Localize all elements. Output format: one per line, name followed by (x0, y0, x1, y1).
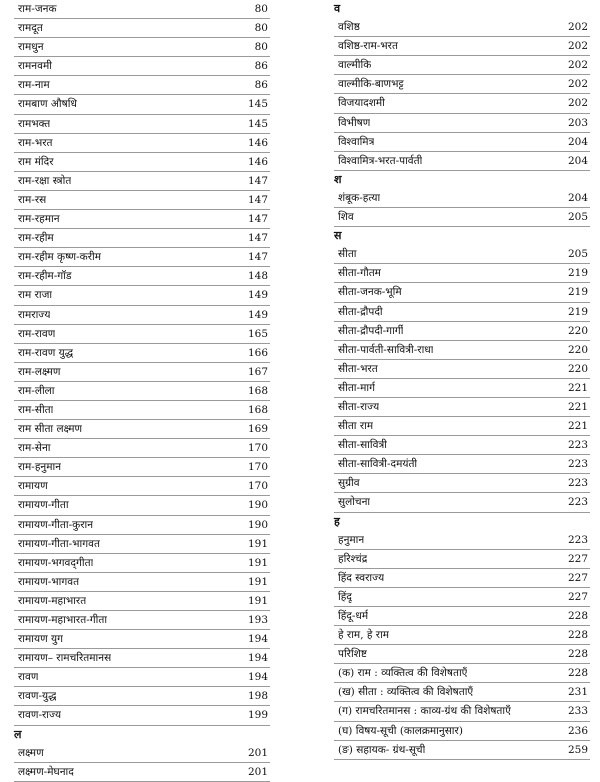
index-entry (334, 75, 590, 94)
entry-page-number: 146 (247, 155, 268, 168)
index-entry (14, 57, 270, 76)
index-column-right (334, 0, 590, 760)
entry-title: राम-रहीम कृष्ण-करीम (18, 251, 101, 264)
index-entry (14, 134, 270, 153)
index-entry (14, 382, 270, 401)
entry-title: राम-रावण (18, 327, 56, 340)
index-entry (14, 649, 270, 668)
entry-title: रामायण-गीता-कुरान (18, 518, 94, 531)
index-entry (334, 37, 590, 56)
entry-page-number: 205 (567, 211, 588, 224)
entry-page-number: 227 (567, 571, 588, 584)
index-entry (334, 607, 590, 626)
entry-page-number: 199 (247, 709, 268, 722)
entry-title: रावण-युद्ध (18, 690, 57, 703)
entry-title: राम-जनक (18, 3, 57, 15)
entry-page-number: 149 (247, 289, 268, 302)
index-entry (334, 664, 590, 683)
index-entry (14, 668, 270, 687)
index-entry (14, 420, 270, 439)
entry-title: लक्ष्मण (18, 746, 44, 759)
index-entry (14, 248, 270, 267)
entry-page-number: 194 (247, 633, 268, 646)
entry-page-number: 202 (567, 21, 588, 34)
entry-page-number: 80 (254, 3, 268, 15)
entry-page-number: 86 (254, 60, 268, 73)
entry-title: राम-रावण युद्ध (18, 346, 74, 359)
index-entry (334, 588, 590, 607)
entry-page-number: 228 (567, 648, 588, 661)
entry-title: राम-रस (18, 193, 47, 206)
entry-title: रामधुन (18, 41, 44, 54)
index-entry (14, 38, 270, 57)
entry-title: हिंदू (338, 590, 352, 603)
entry-page-number: 259 (567, 743, 588, 756)
index-entry (334, 741, 590, 760)
entry-page-number: 169 (247, 423, 268, 436)
index-entry (14, 363, 270, 382)
entry-title: लक्ष्मण-मेघनाद (18, 765, 74, 778)
entry-page-number: 168 (247, 384, 268, 397)
entry-title: रामायण युग (18, 633, 64, 646)
index-column-left (14, 0, 270, 782)
entry-title: राम-रहीम (18, 232, 54, 245)
entry-page-number: 167 (247, 365, 268, 378)
index-entry (14, 744, 270, 763)
entry-title: सीता राम (338, 420, 374, 433)
index-entry (14, 630, 270, 649)
index-entry (334, 436, 590, 455)
entry-page-number: 227 (567, 590, 588, 603)
index-entry (334, 626, 590, 645)
index-entry (334, 189, 590, 208)
entry-title: राम-लीला (18, 384, 55, 397)
entry-page-number: 220 (567, 362, 588, 375)
entry-page-number: 219 (567, 305, 588, 318)
index-entry (334, 550, 590, 569)
entry-page-number: 228 (567, 629, 588, 642)
index-entry (14, 191, 270, 210)
entry-title: परिशिष्ट (338, 648, 367, 661)
index-entry (334, 264, 590, 283)
index-entry (14, 76, 270, 95)
entry-title: (घ) विषय-सूची (कालक्रमानुसार) (338, 724, 463, 737)
index-entry (14, 267, 270, 286)
entry-title: रामायण-महाभारत (18, 594, 87, 607)
index-entry (334, 455, 590, 474)
index-entry (14, 19, 270, 38)
index-entry (14, 535, 270, 554)
entry-page-number: 202 (567, 97, 588, 110)
entry-title: सीता-द्रौपदी-गार्गी (338, 324, 404, 337)
section-letter: स (334, 229, 342, 243)
entry-page-number: 203 (567, 116, 588, 129)
entry-title: विजयादशमी (338, 97, 385, 110)
entry-page-number: 191 (247, 537, 268, 550)
entry-title: विश्वामित्र-भरत-पार्वती (338, 154, 423, 167)
entry-page-number: 227 (567, 552, 588, 565)
entry-title: (ग) रामचरितमानस : काव्य-ग्रंथ की विशेषताएँ (338, 705, 511, 718)
entry-title: रामायण (18, 480, 48, 493)
entry-page-number: 220 (567, 343, 588, 356)
entry-page-number: 191 (247, 575, 268, 588)
index-entry (14, 496, 270, 515)
index-entry (334, 645, 590, 664)
entry-title: राम-लक्ष्मण (18, 365, 61, 378)
index-entry (14, 306, 270, 325)
entry-title: राम-रक्षा स्त्रोत (18, 174, 72, 187)
index-entry (334, 56, 590, 75)
index-entry (334, 702, 590, 721)
entry-page-number: 165 (247, 327, 268, 340)
entry-title: रामराज्य (18, 308, 51, 321)
section-letter: श (334, 172, 342, 186)
index-entry (14, 401, 270, 420)
entry-page-number: 80 (254, 41, 268, 54)
index-entry (334, 208, 590, 227)
entry-page-number: 168 (247, 403, 268, 416)
entry-page-number: 219 (567, 286, 588, 299)
index-entry (14, 95, 270, 114)
entry-page-number: 170 (247, 480, 268, 493)
entry-page-number: 147 (247, 232, 268, 245)
entry-title: रामायण-गीता (18, 499, 69, 512)
index-entry (334, 94, 590, 113)
entry-title: राम सीता लक्ष्मण (18, 423, 83, 436)
index-entry (334, 341, 590, 360)
index-entry (14, 573, 270, 592)
entry-title: (क) राम : व्यक्तित्व की विशेषताएँ (338, 667, 468, 680)
entry-title: राम-सेना (18, 442, 51, 455)
index-entry (14, 325, 270, 344)
entry-title: वशिष्ठ (338, 21, 360, 34)
entry-page-number: 236 (567, 724, 588, 737)
index-entry (14, 611, 270, 630)
entry-page-number: 147 (247, 213, 268, 226)
entry-title: रामायण-गीता-भागवत (18, 537, 100, 550)
index-entry (14, 477, 270, 496)
entry-page-number: 223 (567, 458, 588, 471)
index-entry (14, 516, 270, 535)
entry-title: वाल्मीकि-बाणभट्ट (338, 78, 404, 91)
entry-page-number: 170 (247, 442, 268, 455)
entry-page-number: 147 (247, 193, 268, 206)
entry-title: सीता-सावित्री-दमयंती (338, 458, 418, 471)
entry-title: शंबूक-हत्या (338, 191, 381, 204)
entry-page-number: 146 (247, 136, 268, 149)
entry-page-number: 198 (247, 690, 268, 703)
entry-title: सुलोचना (338, 496, 371, 509)
entry-page-number: 193 (247, 614, 268, 626)
entry-page-number: 149 (247, 308, 268, 321)
entry-title: सीता-राज्य (338, 400, 380, 413)
index-entry (334, 379, 590, 398)
entry-title: रामायण– रामचरितमानस (18, 652, 112, 665)
entry-page-number: 223 (567, 533, 588, 546)
entry-page-number: 231 (567, 686, 588, 699)
entry-page-number: 205 (567, 248, 588, 261)
entry-title: रामभक्त (18, 117, 51, 130)
entry-page-number: 86 (254, 79, 268, 92)
entry-page-number: 221 (567, 400, 588, 413)
index-entry (14, 0, 270, 19)
index-entry (14, 439, 270, 458)
index-entry (14, 153, 270, 172)
entry-title: हिंद स्वराज्य (338, 571, 385, 584)
entry-page-number: 147 (247, 251, 268, 264)
index-entry (334, 303, 590, 322)
entry-title: हे राम, हे राम (338, 629, 390, 642)
entry-title: राम-हनुमान (18, 461, 62, 474)
index-entry (14, 458, 270, 477)
index-entry (334, 474, 590, 493)
entry-title: रामबाण औषधि (18, 98, 77, 111)
entry-page-number: 190 (247, 499, 268, 512)
entry-page-number: 223 (567, 496, 588, 509)
index-entry (334, 133, 590, 152)
entry-title: रामायण-भगवद्‌गीता (18, 556, 94, 569)
index-entry (334, 531, 590, 550)
entry-title: विभीषण (338, 116, 371, 129)
index-entry (14, 706, 270, 725)
index-entry (14, 172, 270, 191)
entry-title: रामदूत (18, 22, 43, 35)
index-entry (334, 283, 590, 302)
entry-page-number: 166 (247, 346, 268, 359)
entry-title: शिव (338, 211, 354, 224)
entry-page-number: 191 (247, 594, 268, 607)
entry-title: सीता-गौतम (338, 267, 381, 280)
index-entry (334, 417, 590, 436)
entry-page-number: 221 (567, 420, 588, 433)
entry-title: रावण-राज्य (18, 709, 62, 722)
entry-page-number: 228 (567, 667, 588, 680)
index-entry (334, 722, 590, 741)
entry-title: राम-सीता (18, 403, 54, 416)
entry-title: सीता-द्रौपदी (338, 305, 383, 318)
section-letter: व (334, 2, 341, 15)
entry-title: रामायण-भागवत (18, 575, 80, 588)
entry-page-number: 228 (567, 610, 588, 622)
index-entry (334, 493, 590, 512)
entry-title: सीता-मार्ग (338, 381, 375, 394)
entry-title: रामनवमी (18, 60, 52, 73)
entry-page-number: 204 (567, 154, 588, 167)
index-entry (334, 569, 590, 588)
entry-page-number: 233 (567, 705, 588, 718)
entry-title: सीता-जनक-भूमि (338, 286, 402, 299)
index-entry (14, 763, 270, 782)
section-letter: ल (14, 727, 22, 741)
entry-page-number: 190 (247, 518, 268, 531)
index-entry (14, 286, 270, 305)
entry-title: हिंदू-धर्म (338, 610, 369, 622)
index-entry (334, 360, 590, 379)
index-entry (14, 115, 270, 134)
entry-title: राम-रहमान (18, 213, 60, 226)
entry-title: राम मंदिर (18, 155, 54, 168)
entry-title: राम राजा (18, 289, 53, 302)
index-entry (334, 245, 590, 264)
entry-title: वशिष्ठ-राम-भरत (338, 40, 398, 53)
index-entry (334, 683, 590, 702)
entry-page-number: 194 (247, 652, 268, 665)
entry-title: वाल्मीकि (338, 59, 372, 72)
index-entry (334, 114, 590, 133)
index-entry (334, 322, 590, 341)
entry-title: सुग्रीव (338, 477, 360, 490)
index-entry (14, 229, 270, 248)
entry-title: सीता-पार्वती-सावित्री-राधा (338, 343, 434, 356)
entry-page-number: 202 (567, 59, 588, 72)
index-entry (334, 398, 590, 417)
entry-title: सीता-भरत (338, 362, 378, 375)
entry-page-number: 147 (247, 174, 268, 187)
entry-page-number: 145 (247, 117, 268, 130)
entry-page-number: 80 (254, 22, 268, 35)
index-entry (14, 687, 270, 706)
entry-page-number: 204 (567, 135, 588, 148)
entry-page-number: 191 (247, 556, 268, 569)
entry-title: सीता (338, 248, 357, 261)
entry-title: रावण (18, 671, 39, 684)
entry-title: विश्वामित्र (338, 135, 375, 148)
entry-page-number: 219 (567, 267, 588, 280)
entry-title: हरिश्चंद्र (338, 552, 368, 565)
entry-page-number: 220 (567, 324, 588, 337)
section-letter: ह (334, 514, 340, 528)
entry-page-number: 148 (247, 270, 268, 283)
entry-title: रामायण-महाभारत-गीता (18, 614, 108, 626)
index-entry (334, 152, 590, 171)
entry-page-number: 223 (567, 477, 588, 490)
index-entry (14, 554, 270, 573)
entry-title: राम-रहीम-गॉड (18, 270, 72, 283)
entry-title: हनुमान (338, 533, 365, 546)
entry-title: राम-भरत (18, 136, 53, 149)
index-entry (14, 592, 270, 611)
entry-page-number: 201 (247, 765, 268, 778)
entry-page-number: 194 (247, 671, 268, 684)
entry-page-number: 145 (247, 98, 268, 111)
entry-title: (ङ) सहायक- ग्रंथ-सूची (338, 743, 426, 756)
index-entry (14, 210, 270, 229)
entry-title: राम-नाम (18, 79, 50, 92)
entry-page-number: 204 (567, 191, 588, 204)
entry-page-number: 223 (567, 439, 588, 452)
entry-title: सीता-सावित्री (338, 439, 387, 452)
index-entry (334, 18, 590, 37)
entry-page-number: 170 (247, 461, 268, 474)
entry-page-number: 221 (567, 381, 588, 394)
index-entry (14, 344, 270, 363)
entry-page-number: 202 (567, 40, 588, 53)
entry-page-number: 202 (567, 78, 588, 91)
entry-page-number: 201 (247, 746, 268, 759)
entry-title: (ख) सीता : व्यक्तित्व की विशेषताएँ (338, 686, 474, 699)
